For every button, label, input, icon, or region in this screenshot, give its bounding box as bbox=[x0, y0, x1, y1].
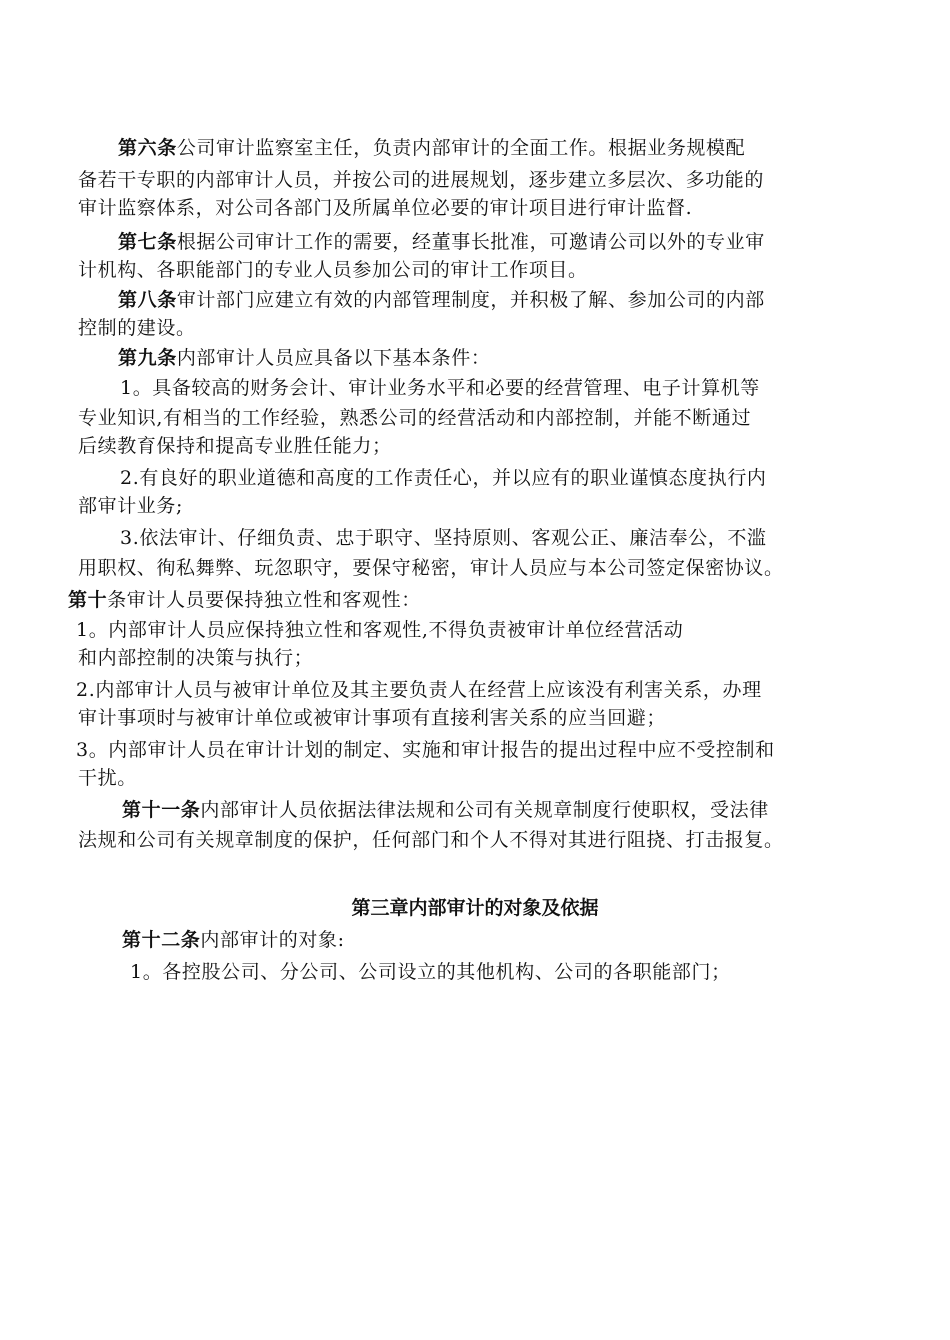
article-11-line-2: 法规和公司有关规章制度的保护，任何部门和个人不得对其进行阻挠、打击报复。 bbox=[78, 829, 784, 851]
article-10-item-2-line-2: 审计事项时与被审计单位或被审计事项有直接利害关系的应当回避； bbox=[78, 707, 667, 729]
article-9-line-1 bbox=[118, 346, 490, 370]
article-12-label: 第十二条 bbox=[122, 929, 201, 951]
article-8-text: 审计部门应建立有效的内部管理制度，并积极了解、参加公司的内部 bbox=[176, 289, 765, 311]
article-6-line-3: 审计监察体系，对公司各部门及所属单位必要的审计项目进行审计监督. bbox=[78, 197, 693, 219]
article-6-text: 公司审计监察室主任，负责内部审计的全面工作。根据业务规模配 bbox=[176, 137, 746, 159]
article-12-line-1 bbox=[122, 928, 345, 952]
article-10-item-1-line-2: 和内部控制的决策与执行； bbox=[78, 647, 314, 669]
article-9-item-1-line-1: 1。具备较高的财务会计、审计业务水平和必要的经营管理、电子计算机等 bbox=[120, 377, 760, 399]
chapter-3-heading: 第三章内部审计的对象及依据 bbox=[351, 897, 599, 919]
article-8-line-1 bbox=[118, 288, 765, 312]
article-9-label: 第九条 bbox=[118, 347, 177, 369]
article-7-line-2: 计机构、各职能部门的专业人员参加公司的审计工作项目。 bbox=[78, 259, 588, 281]
article-8-line-2: 控制的建设。 bbox=[78, 317, 196, 339]
article-7-line-1 bbox=[118, 230, 765, 254]
article-10-item-3-line-1: 3。内部审计人员在审计计划的制定、实施和审计报告的提出过程中应不受控制和 bbox=[76, 739, 775, 761]
article-10-item-1-line-1: 1。内部审计人员应保持独立性和客观性,不得负责被审计单位经营活动 bbox=[76, 619, 684, 641]
article-10-item-3-line-2: 干扰。 bbox=[78, 767, 137, 789]
article-7-text: 根据公司审计工作的需要，经董事长批准，可邀请公司以外的专业审 bbox=[176, 231, 765, 253]
article-11-text: 内部审计人员依据法律法规和公司有关规章制度行使职权，受法律 bbox=[200, 799, 769, 821]
article-11-line-1 bbox=[122, 798, 769, 822]
article-10-line-1 bbox=[68, 588, 421, 612]
article-10-item-2-line-1: 2.内部审计人员与被审计单位及其主要负责人在经营上应该没有利害关系，办理 bbox=[76, 679, 762, 701]
article-9-item-3-line-2: 用职权、徇私舞弊、玩忽职守，要保守秘密，审计人员应与本公司签定保密协议。 bbox=[78, 557, 784, 579]
article-7-label: 第七条 bbox=[118, 231, 177, 253]
article-9-item-1-line-2: 专业知识,有相当的工作经验，熟悉公司的经营活动和内部控制，并能不断通过 bbox=[78, 407, 752, 429]
article-6-label: 第六条 bbox=[118, 137, 177, 159]
article-9-item-2-line-2: 部审计业务; bbox=[78, 495, 184, 517]
article-8-label: 第八条 bbox=[118, 289, 177, 311]
article-11-label: 第十一条 bbox=[122, 799, 201, 821]
article-10-label: 第十 bbox=[68, 589, 108, 611]
article-9-item-1-line-3: 后续教育保持和提高专业胜任能力； bbox=[78, 435, 392, 457]
article-9-item-3-line-1: 3.依法审计、仔细负责、忠于职守、坚持原则、客观公正、廉洁奉公，不滥 bbox=[120, 527, 767, 549]
article-9-text: 内部审计人员应具备以下基本条件： bbox=[176, 347, 491, 369]
article-10-text: 条审计人员要保持独立性和客观性： bbox=[107, 589, 421, 611]
article-6-line-2: 备若干专职的内部审计人员，并按公司的进展规划，逐步建立多层次、多功能的 bbox=[78, 169, 765, 191]
article-12-item-1: 1。各控股公司、分公司、公司设立的其他机构、公司的各职能部门； bbox=[130, 961, 731, 983]
article-6-line-1 bbox=[118, 136, 745, 160]
article-12-text: 内部审计的对象: bbox=[200, 929, 345, 951]
article-9-item-2-line-1: 2.有良好的职业道德和高度的工作责任心，并以应有的职业谨慎态度执行内 bbox=[120, 467, 767, 489]
